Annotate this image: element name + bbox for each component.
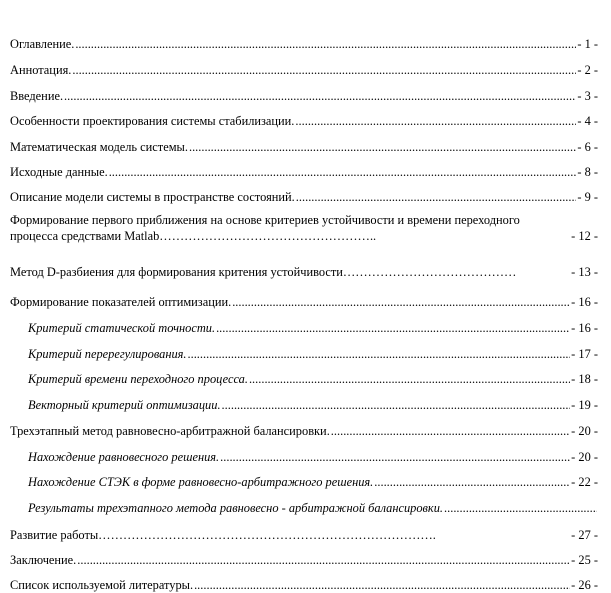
toc-entry-transient-time[interactable] <box>28 371 598 387</box>
toc-entry-title: Особенности проектирования системы стабилизации. <box>10 114 295 128</box>
toc-leader-dots <box>188 346 571 362</box>
toc-entry-design-features[interactable] <box>10 113 598 129</box>
toc-entry-title: Критерий времени переходного процесса. <box>28 372 248 386</box>
toc-entry-title: Список используемой литературы. <box>10 578 194 592</box>
toc-leader-dots <box>222 397 571 413</box>
toc-entry-title: Нахождение равновесного решения. <box>28 450 220 464</box>
toc-entry-title-line1: Формирование первого приближения на основе критериев устойчивости и времени переходного <box>10 213 520 227</box>
toc-entry-page: - 19 - <box>571 398 598 412</box>
toc-entry-title: Векторный критерий оптимизации. <box>28 398 221 412</box>
toc-entry-title: Критерий статической точности. <box>28 321 216 335</box>
toc-entry-d-partition[interactable] <box>10 264 598 280</box>
toc-entry-page: - 12 - <box>571 229 598 243</box>
toc-entry-title: Заключение. <box>10 553 77 567</box>
toc-entry-title: Метод D-разбиения для формирования критения устойчивости…………………………………… <box>10 265 517 279</box>
toc-leader-dots <box>72 62 576 78</box>
toc-entry-page: - 20 - <box>571 424 598 438</box>
toc-entry-introduction[interactable] <box>10 88 598 104</box>
toc-entry-page: - 9 - <box>577 190 598 204</box>
toc-entry-page: - 22 - <box>571 475 598 489</box>
toc-leader-dots <box>444 500 597 516</box>
toc-entry-page: - 4 - <box>577 114 598 128</box>
toc-entry-page: - 17 - <box>571 347 598 361</box>
toc-entry-title: Результаты трехэтапного метода равновесно - арбитражной балансировки. <box>28 501 444 515</box>
toc-entry-title: Развитие работы………………………………………………………………………. <box>10 528 436 542</box>
toc-entry-title: Нахождение СТЭК в форме равновесно-арбитражного решения. <box>28 475 374 489</box>
toc-entry-results[interactable] <box>28 500 598 516</box>
toc-leader-dots <box>109 164 577 180</box>
toc-entry-annotation[interactable] <box>10 62 598 78</box>
toc-entry-line2 <box>10 228 598 244</box>
toc-leader-dots <box>216 320 570 336</box>
toc-entry-equilibrium-solution[interactable] <box>28 449 598 465</box>
toc-entry-first-approximation[interactable] <box>10 212 598 244</box>
toc-entry-page: - 1 - <box>577 37 598 51</box>
toc-entry-page: - 13 - <box>571 265 598 279</box>
toc-entry-title: Аннотация. <box>10 63 72 77</box>
toc-entry-title: Формирование показателей оптимизации. <box>10 295 232 309</box>
toc-entry-title: Математическая модель системы. <box>10 140 188 154</box>
toc-leader-dots <box>296 189 577 205</box>
toc-leader-dots <box>232 294 570 310</box>
toc-entry-page: - 27 - <box>571 528 598 542</box>
toc-leader-dots <box>295 113 576 129</box>
toc-entry-title: Оглавление. <box>10 37 75 51</box>
toc-entry-title: Трехэтапный метод равновесно-арбитражной балансировки. <box>10 424 330 438</box>
toc-entry-title: Описание модели системы в пространстве состояний. <box>10 190 295 204</box>
toc-leader-dots <box>220 449 570 465</box>
toc-entry-optimization-indicators[interactable] <box>10 294 598 310</box>
toc-leader-dots <box>249 371 570 387</box>
toc-leader-dots <box>189 139 576 155</box>
toc-entry-page: - 3 - <box>577 89 598 103</box>
toc-entry-vector-criterion[interactable] <box>28 397 598 413</box>
toc-entry-page: - 25 - <box>571 553 598 567</box>
toc-entry-page: - 16 - <box>571 295 598 309</box>
toc-entry-page: - 18 - <box>571 372 598 386</box>
toc-leader-dots <box>64 88 576 104</box>
toc-entry-title-line2: процесса средствами Matlab…………………………………………….. <box>10 229 377 243</box>
toc-entry-math-model[interactable] <box>10 139 598 155</box>
toc-leader-dots <box>331 423 570 439</box>
toc-entry-static-accuracy[interactable] <box>28 320 598 336</box>
toc-entry-page: - 20 - <box>571 450 598 464</box>
toc-entry-title: Исходные данные. <box>10 165 108 179</box>
toc-entry-input-data[interactable] <box>10 164 598 180</box>
toc-leader-dots <box>374 474 570 490</box>
toc-entry-page: - 8 - <box>577 165 598 179</box>
toc-entry-conclusion[interactable] <box>10 552 598 568</box>
toc-entry-contents[interactable] <box>10 36 598 52</box>
toc-entry-title: Критерий перерегулирования. <box>28 347 187 361</box>
toc-entry-page: - 16 - <box>571 321 598 335</box>
toc-entry-page: - 26 - <box>571 578 598 592</box>
toc-entry-three-stage-method[interactable] <box>10 423 598 439</box>
toc-entry-development[interactable] <box>10 527 598 543</box>
toc-entry-overshoot[interactable] <box>28 346 598 362</box>
toc-entry-page: - 6 - <box>577 140 598 154</box>
toc-entry-stek-solution[interactable] <box>28 474 598 490</box>
toc-entry-state-space[interactable] <box>10 189 598 205</box>
toc-leader-dots <box>75 36 576 52</box>
toc-leader-dots <box>77 552 570 568</box>
toc-entry-page: - 2 - <box>577 63 598 77</box>
toc-entry-title: Введение. <box>10 89 64 103</box>
